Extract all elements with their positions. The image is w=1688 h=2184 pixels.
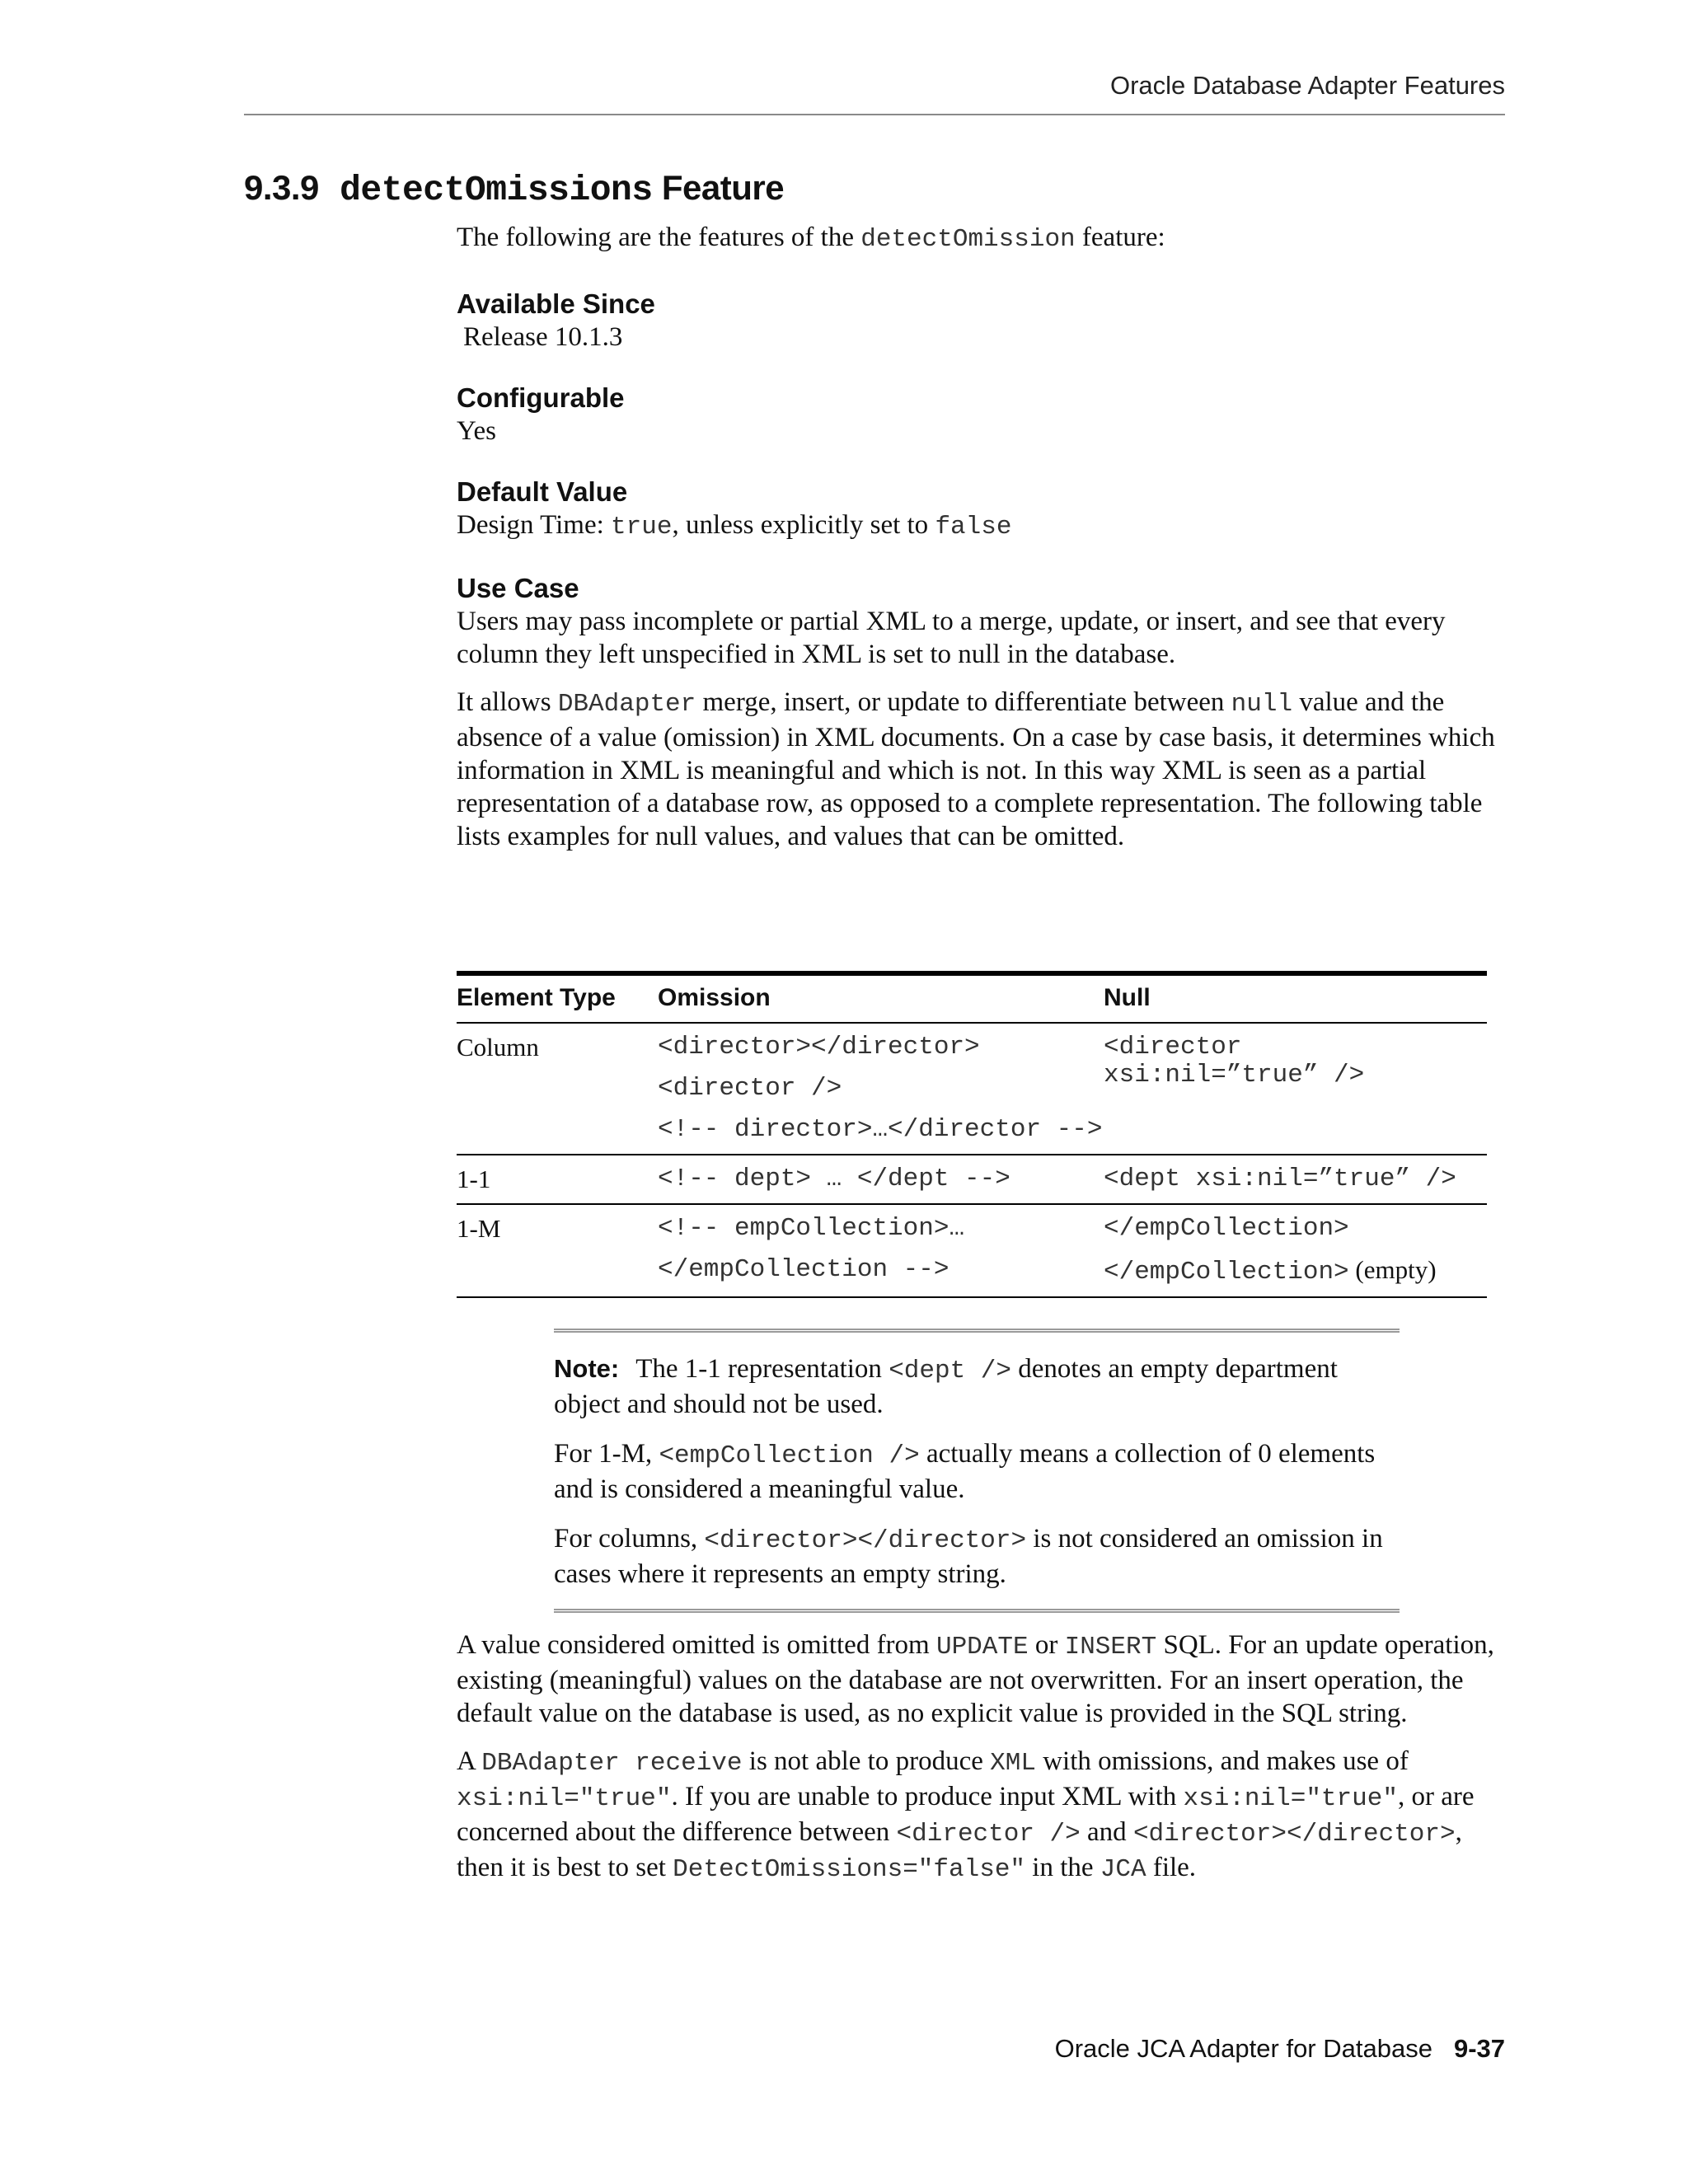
closing-code: DBAdapter receive xyxy=(481,1749,743,1778)
examples-table xyxy=(457,971,1487,1298)
note-code-dept: <dept /> xyxy=(889,1357,1012,1385)
use-case-code-dbadapter: DBAdapter xyxy=(557,690,696,719)
closing-text: SQL. For an update operation, existing (meaningful) values on the database are not overwritten. For an insert operation, the default value on the database is used, as no explicit value is provided in the SQL string. xyxy=(457,1630,1494,1728)
closing-code: <director></director> xyxy=(1132,1820,1456,1849)
omission-code-line: <director></director> xyxy=(658,1033,980,1062)
note-text: actually means a collection of 0 elements and is considered a meaningful value. xyxy=(554,1439,1376,1504)
closing-paragraph-2 xyxy=(457,1745,1505,1886)
page-footer xyxy=(1055,2034,1505,2064)
table-cell-null xyxy=(1104,1023,1487,1155)
section-number: 9.3.9 xyxy=(244,168,319,207)
table-row xyxy=(457,1155,1487,1204)
omission-code-line: <!-- director>…</director --> xyxy=(658,1115,1103,1144)
table-cell-omission xyxy=(658,1155,1104,1204)
use-case-paragraph-2 xyxy=(457,686,1505,853)
available-since-value: Release 10.1.3 xyxy=(463,322,623,352)
closing-text: is not able to produce xyxy=(742,1746,991,1776)
footer-page-number: 9-37 xyxy=(1453,2034,1505,2063)
table-cell-type: 1-1 xyxy=(457,1155,658,1204)
table-cell-omission xyxy=(658,1023,1104,1155)
null-code: <dept xsi:nil=”true” /> xyxy=(1104,1165,1456,1193)
closing-code: xsi:nil="true" xyxy=(457,1784,672,1813)
note-label: Note: xyxy=(554,1354,620,1383)
closing-code: DetectOmissions="false" xyxy=(673,1855,1026,1884)
default-value-text xyxy=(457,509,1505,544)
closing-code: <director /> xyxy=(896,1820,1081,1849)
null-code: <director xsi:nil=”true” /> xyxy=(1104,1033,1365,1090)
use-case-text-b: merge, insert, or update to differentiate between xyxy=(696,687,1231,717)
closing-text: A xyxy=(457,1746,482,1776)
configurable-value: Yes xyxy=(457,416,497,446)
closing-text: in the xyxy=(1025,1853,1100,1882)
section-title xyxy=(244,168,784,210)
closing-text: with omissions, and makes use of xyxy=(1035,1746,1409,1776)
header-rule xyxy=(244,114,1505,115)
closing-code-update: UPDATE xyxy=(935,1633,1029,1661)
table-cell-null xyxy=(1104,1204,1487,1297)
closing-paragraph-1 xyxy=(457,1629,1505,1730)
closing-code: xsi:nil="true" xyxy=(1183,1784,1398,1813)
table-row xyxy=(457,1023,1487,1155)
note-paragraph-3 xyxy=(554,1522,1400,1591)
configurable-heading: Configurable xyxy=(457,382,625,413)
note-text: For 1-M, xyxy=(554,1439,659,1469)
omission-code-line: <!-- empCollection>… xyxy=(658,1214,965,1243)
use-case-code-null: null xyxy=(1231,690,1293,719)
default-value-code-false: false xyxy=(935,513,1012,541)
available-since-heading: Available Since xyxy=(457,288,655,319)
intro-paragraph xyxy=(457,221,1505,256)
closing-text: . If you are unable to produce input XML with xyxy=(671,1782,1184,1811)
closing-text: file. xyxy=(1146,1853,1197,1882)
closing-text: A value considered omitted is omitted from xyxy=(457,1630,936,1660)
table-cell-type: 1-M xyxy=(457,1204,658,1297)
closing-text: and xyxy=(1080,1817,1133,1847)
null-code: </empCollection> xyxy=(1104,1258,1349,1286)
closing-text: , or are concerned about the difference between xyxy=(457,1782,1475,1847)
null-code: </empCollection> xyxy=(1104,1214,1349,1243)
table-row xyxy=(457,1204,1487,1297)
section-title-suffix: Feature xyxy=(661,168,785,207)
default-value-text-a: Design Time: xyxy=(457,510,612,540)
omission-code-line: </empCollection --> xyxy=(658,1255,950,1284)
table-header-null: Null xyxy=(1104,973,1487,1023)
table-cell-omission xyxy=(658,1204,1104,1297)
table-header-omission: Omission xyxy=(658,973,1104,1023)
table-header-row xyxy=(457,973,1487,1023)
use-case-text-a: It allows xyxy=(457,687,558,717)
note-box xyxy=(554,1329,1400,1613)
null-code-line-2 xyxy=(1104,1249,1487,1293)
closing-content xyxy=(457,1629,1505,1886)
note-text: denotes an empty department object and should not be used. xyxy=(554,1354,1338,1419)
intro-code: detectOmission xyxy=(860,225,1076,254)
null-suffix: (empty) xyxy=(1348,1255,1437,1284)
running-header: Oracle Database Adapter Features xyxy=(1109,71,1505,100)
default-value-code-true: true xyxy=(611,513,673,541)
intro-text-a: The following are the features of the xyxy=(457,223,861,252)
closing-code: JCA xyxy=(1100,1855,1146,1884)
closing-code-insert: INSERT xyxy=(1064,1633,1157,1661)
note-code-director: <director></director> xyxy=(704,1526,1027,1555)
note-text: The 1-1 representation xyxy=(635,1354,889,1384)
note-text: For columns, xyxy=(554,1524,705,1554)
footer-title: Oracle JCA Adapter for Database xyxy=(1054,2034,1432,2063)
closing-text: , then it is best to set xyxy=(457,1817,1462,1882)
default-value-heading: Default Value xyxy=(457,476,628,507)
table-header-element-type: Element Type xyxy=(457,973,658,1023)
note-paragraph-1 xyxy=(554,1352,1400,1421)
closing-text: or xyxy=(1028,1630,1065,1660)
table-cell-null xyxy=(1104,1155,1487,1204)
note-code-empcollection: <empCollection /> xyxy=(659,1441,920,1470)
note-text: is not considered an omission in cases where it represents an empty string. xyxy=(554,1524,1383,1589)
closing-code: XML xyxy=(990,1749,1036,1778)
content-body xyxy=(457,221,1505,853)
note-paragraph-2 xyxy=(554,1437,1400,1506)
use-case-paragraph-1: Users may pass incomplete or partial XML to a merge, update, or insert, and see that every column they left unspecified in XML is set to null in the database. xyxy=(457,607,1446,669)
intro-text-b: feature: xyxy=(1075,223,1165,252)
table-cell-type: Column xyxy=(457,1023,658,1155)
default-value-text-b: , unless explicitly set to xyxy=(672,510,935,540)
section-code-name: detectOmissions xyxy=(340,170,653,210)
omission-code-line: <!-- dept> … </dept --> xyxy=(658,1165,1010,1193)
use-case-heading: Use Case xyxy=(457,573,579,603)
use-case-text-c: value and the absence of a value (omission) in XML documents. On a case by case basis, it determines which information in XML is meaningful and which is not. In this way XML is seen as a partial representation of a database row, as opposed to a complete representation. The following table lists examples for null values, and values that can be omitted. xyxy=(457,687,1495,851)
omission-code-line: <director /> xyxy=(658,1074,842,1103)
